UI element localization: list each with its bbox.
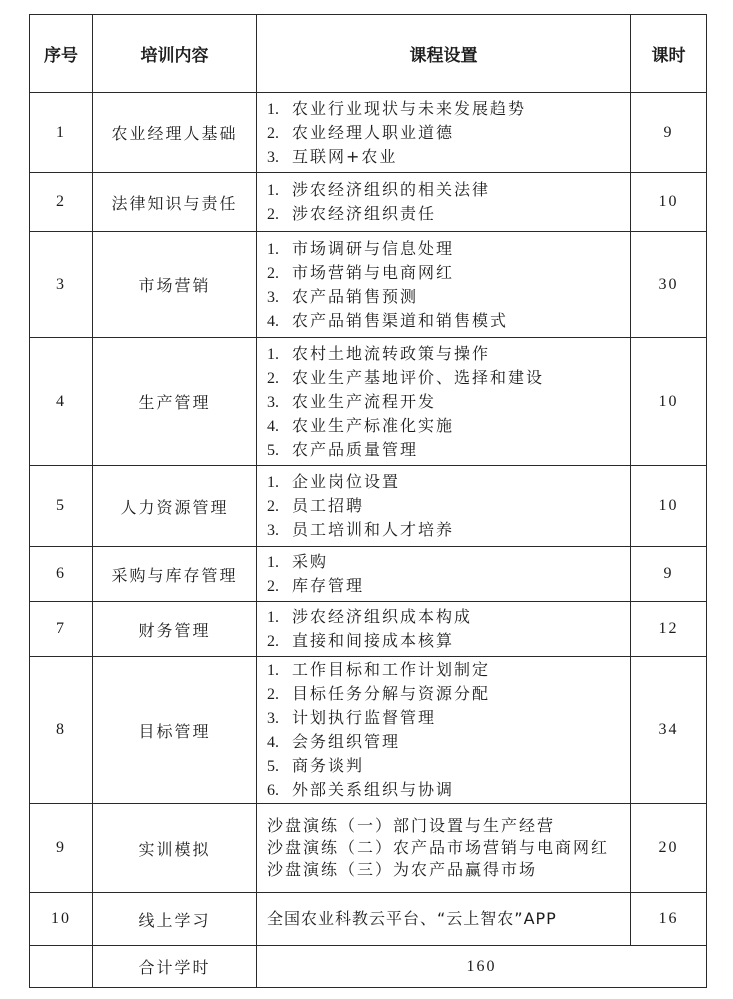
sandbox-drill-line: 沙盘演练（二）农产品市场营销与电商网红 (267, 838, 610, 857)
item-text: 农产品销售渠道和销售模式 (292, 310, 509, 330)
row-number: 7 (30, 602, 93, 657)
row-number: 5 (30, 466, 93, 547)
list-item (267, 237, 630, 261)
row-number: 4 (30, 338, 93, 466)
item-text: 员工招聘 (292, 496, 365, 515)
class-hours: 16 (631, 893, 707, 946)
training-content: 线上学习 (93, 893, 257, 946)
item-number: 2. (267, 369, 279, 387)
class-hours: 10 (631, 338, 707, 466)
item-text: 目标任务分解与资源分配 (292, 684, 491, 703)
class-hours: 12 (631, 602, 707, 657)
item-text: 农村土地流转政策与操作 (292, 343, 491, 363)
list-item (267, 438, 630, 462)
item-number: 2. (267, 498, 279, 515)
item-number: 5. (267, 441, 279, 459)
list-item (267, 366, 630, 390)
row-number: 3 (30, 232, 93, 338)
item-number: 6. (267, 782, 279, 799)
list-item (267, 97, 630, 121)
header-number: 序号 (30, 15, 93, 93)
class-hours: 10 (631, 173, 707, 232)
item-text: 商务谈判 (292, 756, 365, 775)
course-list (257, 338, 631, 466)
course-list (257, 657, 631, 804)
training-content: 人力资源管理 (93, 466, 257, 547)
course-list (257, 173, 631, 232)
item-text: 农业生产基地评价、选择和建设 (292, 367, 545, 387)
list-item (267, 414, 630, 438)
item-text: 农业生产流程开发 (292, 391, 437, 411)
total-label: 合计学时 (93, 946, 257, 988)
item-number: 3. (267, 148, 279, 166)
item-text: 外部关系组织与协调 (292, 780, 455, 799)
row-number: 6 (30, 547, 93, 602)
list-item (267, 309, 630, 333)
row-number: 9 (30, 804, 93, 893)
table-row (30, 232, 707, 338)
course-list (257, 466, 631, 547)
list-item (267, 682, 630, 706)
item-text: 农业生产标准化实施 (292, 415, 455, 435)
list-item (267, 518, 630, 542)
item-number: 4. (267, 417, 279, 435)
item-text: 互联网+农业 (292, 146, 398, 166)
list-item (267, 629, 630, 653)
training-content: 财务管理 (93, 602, 257, 657)
item-number: 3. (267, 393, 279, 411)
item-number: 5. (267, 758, 279, 775)
list-item (267, 121, 630, 145)
course-list (257, 232, 631, 338)
course-list (257, 93, 631, 173)
item-number: 1. (267, 100, 279, 118)
item-text: 库存管理 (292, 576, 365, 595)
item-text: 计划执行监督管理 (292, 708, 437, 727)
table-row (30, 657, 707, 804)
list-item (267, 261, 630, 285)
table-row (30, 338, 707, 466)
list-item (267, 574, 630, 598)
empty-cell (30, 946, 93, 988)
class-hours: 34 (631, 657, 707, 804)
item-number: 3. (267, 522, 279, 539)
row-number: 2 (30, 173, 93, 232)
item-number: 1. (267, 554, 279, 571)
list-item (267, 706, 630, 730)
item-text: 农业经理人职业道德 (292, 122, 455, 142)
class-hours: 9 (631, 93, 707, 173)
class-hours: 20 (631, 804, 707, 893)
item-text: 直接和间接成本核算 (292, 631, 455, 650)
item-number: 2. (267, 124, 279, 142)
course-list (257, 547, 631, 602)
item-number: 1. (267, 662, 279, 679)
total-row (30, 946, 707, 988)
row-number: 10 (30, 893, 93, 946)
table-row (30, 173, 707, 232)
list-item (267, 605, 630, 629)
table-row (30, 602, 707, 657)
list-item (267, 342, 630, 366)
table-row (30, 547, 707, 602)
table-row (30, 893, 707, 946)
item-number: 2. (267, 578, 279, 595)
item-text: 农业行业现状与未来发展趋势 (292, 98, 527, 118)
class-hours: 9 (631, 547, 707, 602)
item-number: 4. (267, 312, 279, 330)
row-number: 1 (30, 93, 93, 173)
item-text: 涉农经济组织成本构成 (292, 607, 473, 626)
item-number: 4. (267, 734, 279, 751)
online-platform-line: 全国农业科教云平台、“云上智农”APP (267, 909, 557, 928)
class-hours: 10 (631, 466, 707, 547)
course-list (257, 893, 631, 946)
item-number: 1. (267, 345, 279, 363)
list-item (267, 778, 630, 802)
item-number: 2. (267, 686, 279, 703)
table-row (30, 466, 707, 547)
course-list (257, 804, 631, 893)
sandbox-drill-line: 沙盘演练（一）部门设置与生产经营 (267, 816, 556, 835)
header-row (30, 15, 707, 93)
list-item (267, 550, 630, 574)
list-item (267, 754, 630, 778)
item-text: 企业岗位设置 (292, 472, 401, 491)
list-item (267, 730, 630, 754)
item-text: 涉农经济组织的相关法律 (292, 180, 491, 199)
course-list (257, 602, 631, 657)
item-text: 市场调研与信息处理 (292, 238, 455, 258)
header-course-setting: 课程设置 (257, 15, 631, 93)
training-content: 市场营销 (93, 232, 257, 338)
item-number: 1. (267, 182, 279, 199)
list-item (267, 202, 630, 226)
item-number: 3. (267, 710, 279, 727)
list-item (267, 285, 630, 309)
list-item (267, 658, 630, 682)
item-number: 2. (267, 633, 279, 650)
item-number: 2. (267, 264, 279, 282)
training-content: 农业经理人基础 (93, 93, 257, 173)
item-text: 会务组织管理 (292, 732, 401, 751)
total-hours: 160 (257, 946, 707, 988)
item-text: 市场营销与电商网红 (292, 262, 455, 282)
table-row (30, 804, 707, 893)
item-text: 员工培训和人才培养 (292, 520, 455, 539)
training-content: 采购与库存管理 (93, 547, 257, 602)
item-text: 涉农经济组织责任 (292, 204, 437, 223)
list-item (267, 390, 630, 414)
class-hours: 30 (631, 232, 707, 338)
header-training-content: 培训内容 (93, 15, 257, 93)
item-number: 1. (267, 609, 279, 626)
list-item (267, 145, 630, 169)
list-item (267, 178, 630, 202)
item-number: 3. (267, 288, 279, 306)
list-item (267, 494, 630, 518)
sandbox-drill-line: 沙盘演练（三）为农产品赢得市场 (267, 860, 538, 879)
row-number: 8 (30, 657, 93, 804)
item-number: 1. (267, 474, 279, 491)
list-item (267, 470, 630, 494)
training-content: 实训模拟 (93, 804, 257, 893)
table-row (30, 93, 707, 173)
item-text: 农产品质量管理 (292, 439, 419, 459)
item-number: 1. (267, 240, 279, 258)
header-class-hours: 课时 (631, 15, 707, 93)
item-text: 农产品销售预测 (292, 286, 419, 306)
item-text: 采购 (292, 552, 329, 571)
item-number: 2. (267, 206, 279, 223)
training-content: 目标管理 (93, 657, 257, 804)
training-content: 法律知识与责任 (93, 173, 257, 232)
course-table (29, 14, 707, 988)
item-text: 工作目标和工作计划制定 (292, 660, 491, 679)
training-content: 生产管理 (93, 338, 257, 466)
